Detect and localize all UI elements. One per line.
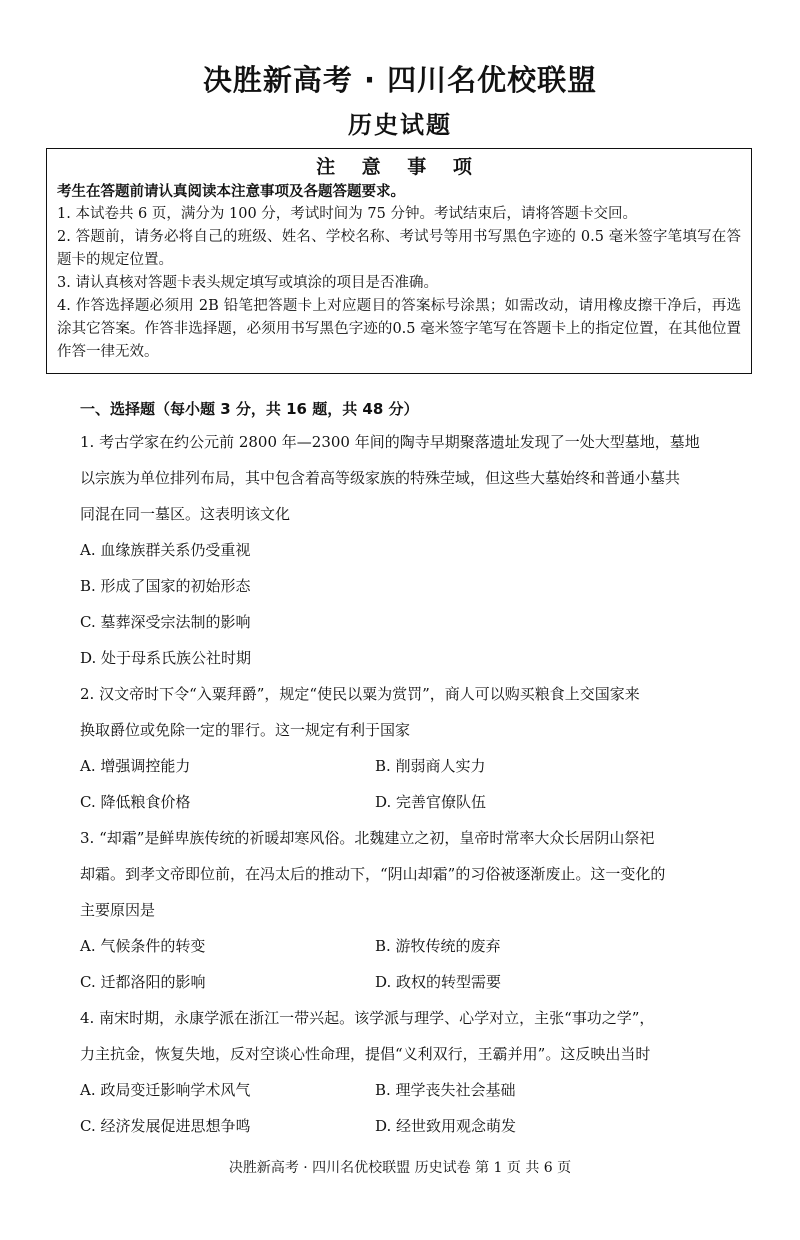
option-a: A. 血缘族群关系仍受重视 [80, 541, 251, 559]
option-list [80, 748, 738, 820]
question-3 [80, 820, 738, 1000]
page-footer: 决胜新高考 · 四川名优校联盟 历史试卷 第 1 页 共 6 页 [228, 1160, 572, 1176]
notice-item: 3. 请认真核对答题卡表头规定填写或填涂的项目是否准确。 [57, 275, 438, 291]
option-b: B. 游牧传统的废弃 [375, 937, 501, 955]
option-a: A. 气候条件的转变 [80, 937, 206, 955]
option-d: D. 完善官僚队伍 [375, 793, 487, 811]
option-b: B. 理学丧失社会基础 [375, 1081, 516, 1099]
option-list [80, 1072, 738, 1144]
option-list [80, 532, 738, 676]
stem-line: 却霜。到孝文帝即位前，在冯太后的推动下，“阴山却霜”的习俗被逐渐废止。这一变化的 [80, 865, 666, 883]
stem-line: 1. 考古学家在约公元前 2800 年—2300 年间的陶寺早期聚落遗址发现了一处大型墓地，墓地 [80, 433, 700, 451]
option-d: D. 处于母系氏族公社时期 [80, 649, 252, 667]
option-c: C. 降低粮食价格 [80, 793, 191, 811]
stem-line: 同混在同一墓区。这表明该文化 [80, 505, 291, 523]
question-list [80, 424, 738, 1144]
stem-line: 以宗族为单位排列布局，其中包含着高等级家族的特殊茔域，但这些大墓始终和普通小墓共 [80, 469, 681, 487]
notice-box [46, 148, 752, 374]
question-stem [80, 424, 738, 532]
question-1 [80, 424, 738, 676]
option-c: C. 迁都洛阳的影响 [80, 973, 206, 991]
stem-line: 2. 汉文帝时下令“入粟拜爵”，规定“使民以粟为赏罚”，商人可以购买粮食上交国家来 [80, 685, 640, 703]
notice-intro: 考生在答题前请认真阅读本注意事项及各题答题要求。 [57, 184, 405, 200]
option-list [80, 928, 738, 1000]
question-4 [80, 1000, 738, 1144]
question-2 [80, 676, 738, 820]
question-stem [80, 1000, 738, 1072]
section-heading: 一、选择题（每小题 3 分，共 16 题，共 48 分） [80, 400, 419, 418]
question-stem [80, 820, 738, 928]
stem-line: 力主抗金，恢复失地，反对空谈心性命理，提倡“义利双行，王霸并用”。这反映出当时 [80, 1045, 651, 1063]
option-a: A. 政局变迁影响学术风气 [80, 1081, 251, 1099]
stem-line: 换取爵位或免除一定的罪行。这一规定有利于国家 [80, 721, 411, 739]
option-c: C. 经济发展促进思想争鸣 [80, 1117, 251, 1135]
exam-title: 决胜新高考 · 四川名优校联盟 [202, 63, 598, 97]
notice-title: 注 意 事 项 [316, 156, 482, 178]
notice-item: 4. 作答选择题必须用 2B 铅笔把答题卡上对应题目的答案标号涂黑；如需改动，请用橡皮擦干净后，再选涂其它答案。作答非选择题，必须用书写黑色字迹的0.5 毫米签字笔写在答题卡上的指定位置，在其他位置作答一律无效。 [57, 298, 741, 360]
option-a: A. 增强调控能力 [80, 757, 191, 775]
notice-item: 1. 本试卷共 6 页，满分为 100 分，考试时间为 75 分钟。考试结束后，请将答题卡交回。 [57, 206, 637, 222]
stem-line: 主要原因是 [80, 901, 156, 919]
exam-subject: 历史试题 [348, 111, 452, 139]
stem-line: 4. 南宋时期，永康学派在浙江一带兴起。该学派与理学、心学对立，主张“事功之学”， [80, 1009, 655, 1027]
notice-item: 2. 答题前，请务必将自己的班级、姓名、学校名称、考试号等用书写黑色字迹的 0.5 毫米签字笔填写在答题卡的规定位置。 [57, 229, 741, 268]
option-c: C. 墓葬深受宗法制的影响 [80, 613, 251, 631]
option-d: D. 经世致用观念萌发 [375, 1117, 517, 1135]
stem-line: 3. “却霜”是鲜卑族传统的祈暖却寒风俗。北魏建立之初，皇帝时常率大众长居阴山祭祀 [80, 829, 655, 847]
option-b: B. 形成了国家的初始形态 [80, 577, 251, 595]
question-stem [80, 676, 738, 748]
option-d: D. 政权的转型需要 [375, 973, 502, 991]
option-b: B. 削弱商人实力 [375, 757, 486, 775]
